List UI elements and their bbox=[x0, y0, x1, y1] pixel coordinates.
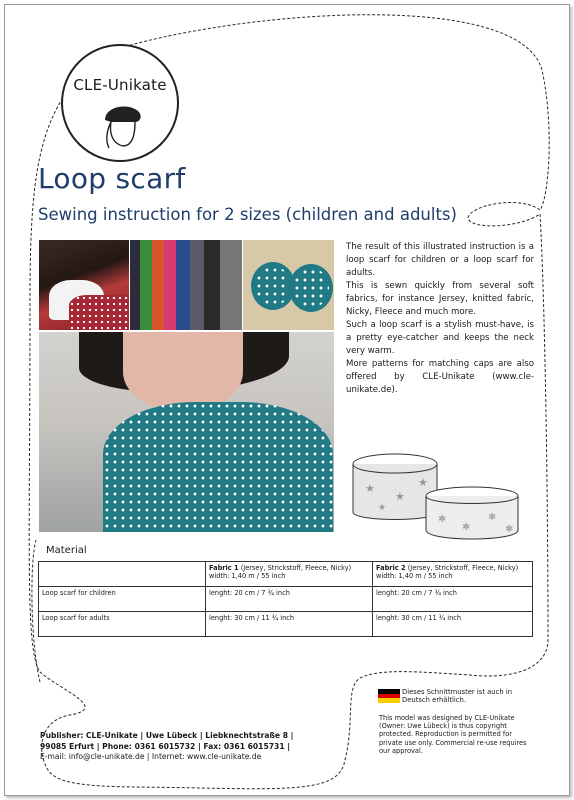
table-cell: lenght: 20 cm / 7 ¾ inch bbox=[206, 587, 373, 612]
german-version-note bbox=[378, 688, 528, 704]
fabric1-title: Fabric 1 bbox=[209, 564, 239, 572]
material-table bbox=[38, 561, 533, 637]
table-row bbox=[39, 612, 533, 637]
table-header-fabric1 bbox=[206, 562, 373, 587]
copyright-notice: This model was designed by CLE-Unikate (Owner: Uwe Lübeck) is thus copyright protected. Reproduction is permitted for private use only. Commercial re-use requires our approval. bbox=[379, 714, 527, 755]
logo bbox=[61, 44, 179, 162]
publisher-line3: E-mail: info@cle-unikate.de | Internet: www.cle-unikate.de bbox=[40, 752, 262, 761]
fabric1-width: width: 1,40 m / 55 inch bbox=[209, 572, 286, 580]
table-cell: lenght: 30 cm / 11 ¾ inch bbox=[206, 612, 373, 637]
page-subtitle: Sewing instruction for 2 sizes (children and adults) bbox=[38, 205, 457, 224]
table-row bbox=[39, 587, 533, 612]
face-silhouette-icon bbox=[99, 100, 145, 150]
photo-finished-loops bbox=[243, 240, 334, 330]
intro-paragraph: Such a loop scarf is a stylish must-have, is a pretty eye-catcher and keeps the neck very warm. bbox=[346, 320, 534, 356]
table-cell: lenght: 20 cm / 7 ¾ inch bbox=[373, 587, 533, 612]
table-cell: lenght: 30 cm / 11 ¾ inch bbox=[373, 612, 533, 637]
publisher-line1: CLE-Unikate | Uwe Lübeck | Liebknechtstraße 8 | bbox=[85, 731, 294, 740]
material-heading: Material bbox=[46, 545, 87, 556]
intro-paragraph: More patterns for matching caps are also offered by CLE-Unikate (www.cle-unikate.de). bbox=[346, 359, 534, 395]
fabric2-width: width: 1,40 m / 55 inch bbox=[376, 572, 453, 580]
publisher-line bbox=[40, 731, 320, 742]
table-cell: Loop scarf for children bbox=[39, 587, 206, 612]
svg-text:★: ★ bbox=[395, 490, 405, 503]
intro-paragraph: This is sewn quickly from several soft fabrics, for instance Jersey, knitted fabric, Nicky, Fleece and much more. bbox=[346, 281, 534, 317]
table-header-fabric2 bbox=[373, 562, 533, 587]
fabric2-title: Fabric 2 bbox=[376, 564, 406, 572]
table-row bbox=[39, 562, 533, 587]
intro-paragraph: The result of this illustrated instruction is a loop scarf for children or a loop scarf for adults. bbox=[346, 242, 534, 278]
svg-text:✱: ✱ bbox=[488, 512, 497, 523]
svg-text:✱: ✱ bbox=[462, 522, 471, 533]
scarf-sketch-illustration bbox=[350, 450, 530, 545]
photo-fabric-stack bbox=[130, 240, 242, 330]
svg-text:★: ★ bbox=[365, 482, 375, 495]
photo-model-wearing-scarf bbox=[39, 332, 334, 532]
logo-text: CLE-Unikate bbox=[73, 76, 167, 94]
publisher-info bbox=[40, 731, 320, 763]
svg-text:✱: ✱ bbox=[438, 514, 447, 525]
table-cell-empty bbox=[39, 562, 206, 587]
german-version-text: Dieses Schnittmuster ist auch in Deutsch erhältlich. bbox=[402, 688, 513, 704]
publisher-label: Publisher: bbox=[40, 731, 84, 740]
publisher-line2: 99085 Erfurt | Phone: 0361 6015732 | Fax: 0361 6015731 | bbox=[40, 741, 291, 751]
table-cell: Loop scarf for adults bbox=[39, 612, 206, 637]
fabric2-desc: (Jersey, Strickstoff, Fleece, Nicky) bbox=[407, 564, 519, 572]
photo-red-scarf bbox=[39, 240, 129, 330]
intro-text bbox=[346, 241, 534, 397]
page-title: Loop scarf bbox=[38, 162, 186, 195]
fabric1-desc: (Jersey, Strickstoff, Fleece, Nicky) bbox=[240, 564, 352, 572]
svg-text:★: ★ bbox=[418, 476, 428, 489]
svg-text:★: ★ bbox=[378, 503, 387, 513]
svg-text:✱: ✱ bbox=[505, 524, 514, 535]
